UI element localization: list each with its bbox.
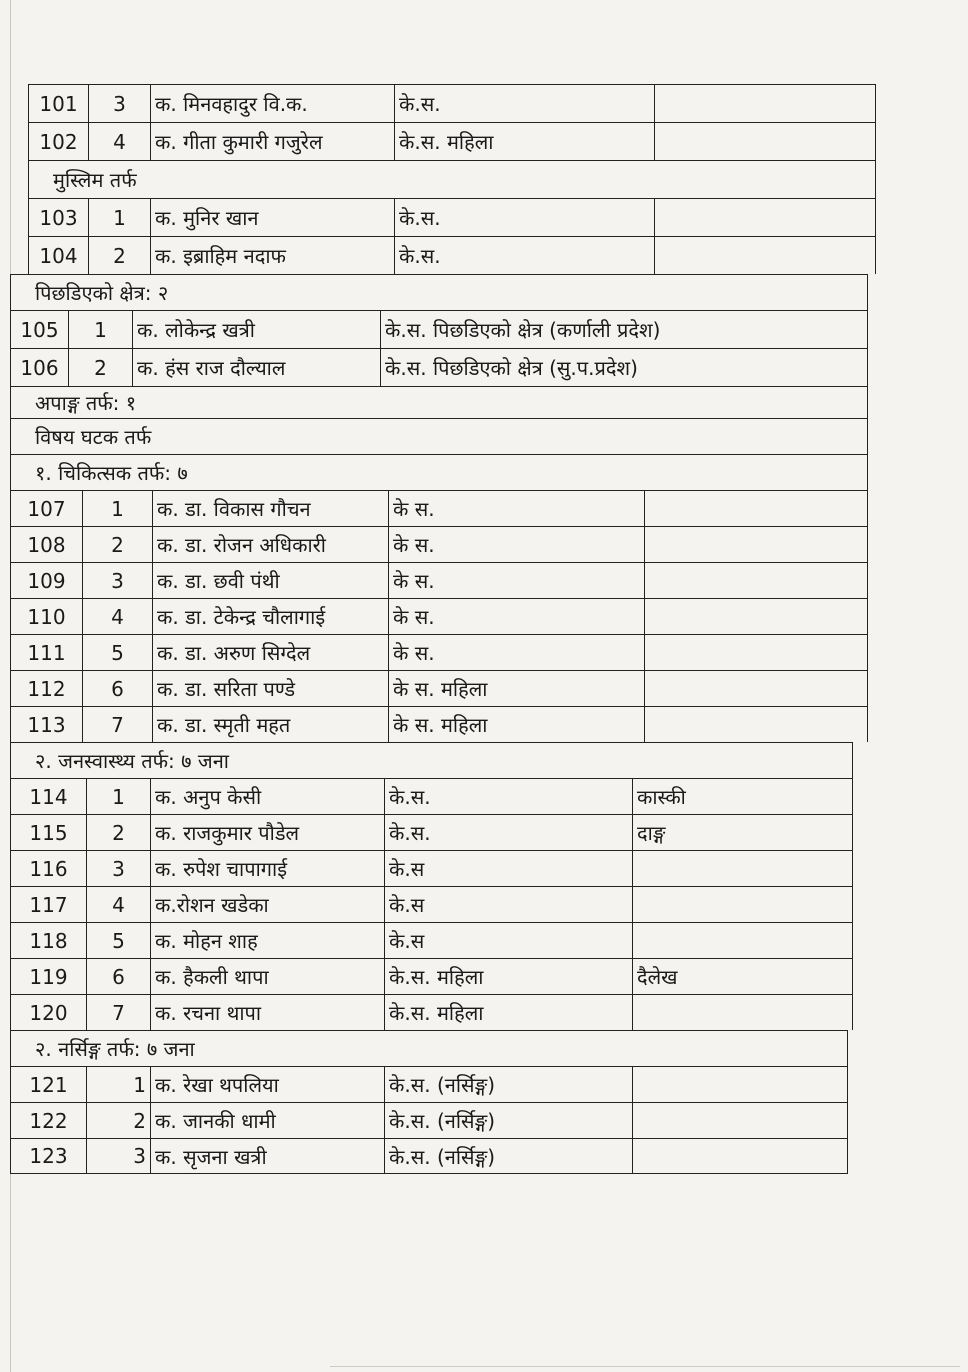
section-heading-text: २. नर्सिङ्ग तर्फ: ७ जना (35, 1037, 195, 1061)
cell-idx: 1 (83, 491, 153, 526)
cell-name: क. मिनवहादुर वि.क. (151, 85, 395, 122)
cell-name: क. रचना थापा (151, 995, 385, 1030)
cell-sn: 120 (11, 995, 87, 1030)
cell-sn: 122 (11, 1103, 87, 1138)
cell-remark (633, 923, 852, 958)
section-heading-text: विषय घटक तर्फ (35, 425, 152, 449)
table-row (10, 490, 868, 526)
cell-idx: 2 (89, 237, 151, 274)
cell-idx: 3 (87, 1139, 151, 1173)
cell-sn: 111 (11, 635, 83, 670)
cell-idx: 5 (83, 635, 153, 670)
cell-remark (633, 995, 852, 1030)
table-row (10, 922, 853, 958)
cell-committee: के.स. (385, 815, 633, 850)
table-row (10, 850, 853, 886)
section-heading-text: पिछडिएको क्षेत्र: २ (35, 281, 169, 305)
cell-idx: 6 (87, 959, 151, 994)
cell-sn: 115 (11, 815, 87, 850)
cell-remark (633, 1139, 847, 1173)
cell-sn: 123 (11, 1139, 87, 1173)
cell-name: क. हंस राज दौल्याल (133, 349, 381, 386)
section-heading (10, 418, 868, 454)
cell-committee: के.स. (395, 237, 655, 274)
cell-name: क. रेखा थपलिया (151, 1067, 385, 1102)
cell-remark (645, 635, 867, 670)
cell-name: क. डा. सरिता पण्डे (153, 671, 389, 706)
cell-sn: 114 (11, 779, 87, 814)
section-heading (10, 1030, 848, 1066)
cell-sn: 119 (11, 959, 87, 994)
cell-remark (655, 85, 875, 122)
section-heading-text: मुस्लिम तर्फ (53, 168, 137, 192)
cell-sn: 102 (29, 123, 89, 160)
cell-idx: 3 (87, 851, 151, 886)
table-row (10, 348, 868, 386)
cell-remark (633, 851, 852, 886)
table-row (10, 706, 868, 742)
cell-remark (655, 199, 875, 236)
section-heading (28, 160, 876, 198)
cell-idx: 7 (83, 707, 153, 742)
cell-sn: 107 (11, 491, 83, 526)
cell-sn: 101 (29, 85, 89, 122)
table-row (28, 122, 876, 160)
cell-remark (633, 887, 852, 922)
cell-name: क. इब्राहिम नदाफ (151, 237, 395, 274)
cell-committee: के स. (389, 527, 645, 562)
cell-sn: 106 (11, 349, 69, 386)
cell-committee: के.स. महिला (385, 959, 633, 994)
cell-sn: 105 (11, 311, 69, 348)
cell-idx: 1 (69, 311, 133, 348)
section-heading-text: अपाङ्ग तर्फ: १ (35, 391, 137, 415)
cell-sn: 108 (11, 527, 83, 562)
cell-idx: 1 (89, 199, 151, 236)
cell-committee: के.स. पिछडिएको क्षेत्र (कर्णाली प्रदेश) (385, 318, 661, 342)
cell-name: क. डा. अरुण सिग्देल (153, 635, 389, 670)
cell-idx: 3 (83, 563, 153, 598)
cell-committee: के.स. (395, 85, 655, 122)
section-heading (10, 454, 868, 490)
table-row (10, 526, 868, 562)
cell-committee: के स. महिला (389, 671, 645, 706)
table-row (10, 634, 868, 670)
table-row (10, 778, 853, 814)
cell-committee: के.स. महिला (395, 123, 655, 160)
cell-remark (655, 237, 875, 274)
cell-committee: के स. (389, 635, 645, 670)
cell-remark (633, 1067, 847, 1102)
cell-idx: 2 (69, 349, 133, 386)
cell-idx: 6 (83, 671, 153, 706)
cell-committee: के.स. (नर्सिङ्ग) (385, 1139, 633, 1173)
cell-name: क. डा. टेकेन्द्र चौलागाई (153, 599, 389, 634)
cell-remark: कास्की (637, 785, 686, 809)
cell-name: क. हैकली थापा (151, 959, 385, 994)
table-row (10, 814, 853, 850)
cell-committee: के.स (385, 851, 633, 886)
cell-sn: 103 (29, 199, 89, 236)
cell-name: क. अनुप केसी (151, 779, 385, 814)
table-row (10, 886, 853, 922)
cell-committee: के.स. महिला (385, 995, 633, 1030)
cell-committee: के.स. (385, 779, 633, 814)
section-heading-text: २. जनस्वास्थ्य तर्फ: ७ जना (35, 749, 229, 773)
table-row (10, 1066, 848, 1102)
cell-committee: के स. (389, 491, 645, 526)
cell-idx: 2 (87, 1103, 151, 1138)
cell-committee: के स. महिला (389, 707, 645, 742)
table-row (10, 958, 853, 994)
cell-committee: के स. (389, 563, 645, 598)
section-heading-text: १. चिकित्सक तर्फ: ७ (35, 461, 188, 485)
table-row (10, 1138, 848, 1174)
cell-idx: 1 (87, 779, 151, 814)
cell-sn: 117 (11, 887, 87, 922)
cell-name: क. रुपेश चापागाई (151, 851, 385, 886)
table-row (28, 84, 876, 122)
cell-sn: 118 (11, 923, 87, 958)
cell-committee: के.स. (395, 199, 655, 236)
cell-remark (645, 707, 867, 742)
cell-idx: 7 (87, 995, 151, 1030)
cell-committee: के.स (385, 887, 633, 922)
cell-name: क. मोहन शाह (151, 923, 385, 958)
cell-remark (633, 1103, 847, 1138)
cell-sn: 113 (11, 707, 83, 742)
cell-name: क. गीता कुमारी गजुरेल (151, 123, 395, 160)
cell-name: क. जानकी धामी (151, 1103, 385, 1138)
cell-remark (645, 599, 867, 634)
cell-remark (645, 527, 867, 562)
cell-committee: के स. (389, 599, 645, 634)
cell-name: क. डा. विकास गौचन (153, 491, 389, 526)
table-row (10, 670, 868, 706)
cell-remark: दाङ्ग (637, 821, 666, 845)
cell-sn: 116 (11, 851, 87, 886)
cell-committee: के.स (385, 923, 633, 958)
cell-committee: के.स. (नर्सिङ्ग) (385, 1067, 633, 1102)
section-heading (10, 742, 853, 778)
table-row (28, 198, 876, 236)
cell-sn: 109 (11, 563, 83, 598)
cell-remark (655, 123, 875, 160)
cell-name: क. डा. छवी पंथी (153, 563, 389, 598)
cell-remark (645, 671, 867, 706)
table-row (10, 1102, 848, 1138)
cell-name: क. डा. स्मृती महत (153, 707, 389, 742)
table-row (28, 236, 876, 274)
cell-name: क. मुनिर खान (151, 199, 395, 236)
cell-sn: 121 (11, 1067, 87, 1102)
cell-idx: 2 (87, 815, 151, 850)
section-heading (10, 386, 868, 418)
cell-sn: 110 (11, 599, 83, 634)
cell-remark (645, 491, 867, 526)
table-row (10, 994, 853, 1030)
cell-idx: 3 (89, 85, 151, 122)
section-heading (10, 274, 868, 310)
cell-idx: 4 (89, 123, 151, 160)
table-row (10, 562, 868, 598)
cell-name: क. राजकुमार पौडेल (151, 815, 385, 850)
cell-sn: 112 (11, 671, 83, 706)
cell-sn: 104 (29, 237, 89, 274)
table-row (10, 598, 868, 634)
cell-idx: 1 (87, 1067, 151, 1102)
cell-name: क.रोशन खडेका (151, 887, 385, 922)
cell-committee: के.स. (नर्सिङ्ग) (385, 1103, 633, 1138)
cell-idx: 4 (83, 599, 153, 634)
cell-name: क. लोकेन्द्र खत्री (133, 311, 381, 348)
cell-name: क. सृजना खत्री (151, 1139, 385, 1173)
cell-name: क. डा. रोजन अधिकारी (153, 527, 389, 562)
cell-remark: दैलेख (637, 965, 678, 989)
cell-idx: 4 (87, 887, 151, 922)
cell-idx: 2 (83, 527, 153, 562)
cell-idx: 5 (87, 923, 151, 958)
cell-remark (645, 563, 867, 598)
cell-committee: के.स. पिछडिएको क्षेत्र (सु.प.प्रदेश) (385, 356, 638, 380)
table-row (10, 310, 868, 348)
